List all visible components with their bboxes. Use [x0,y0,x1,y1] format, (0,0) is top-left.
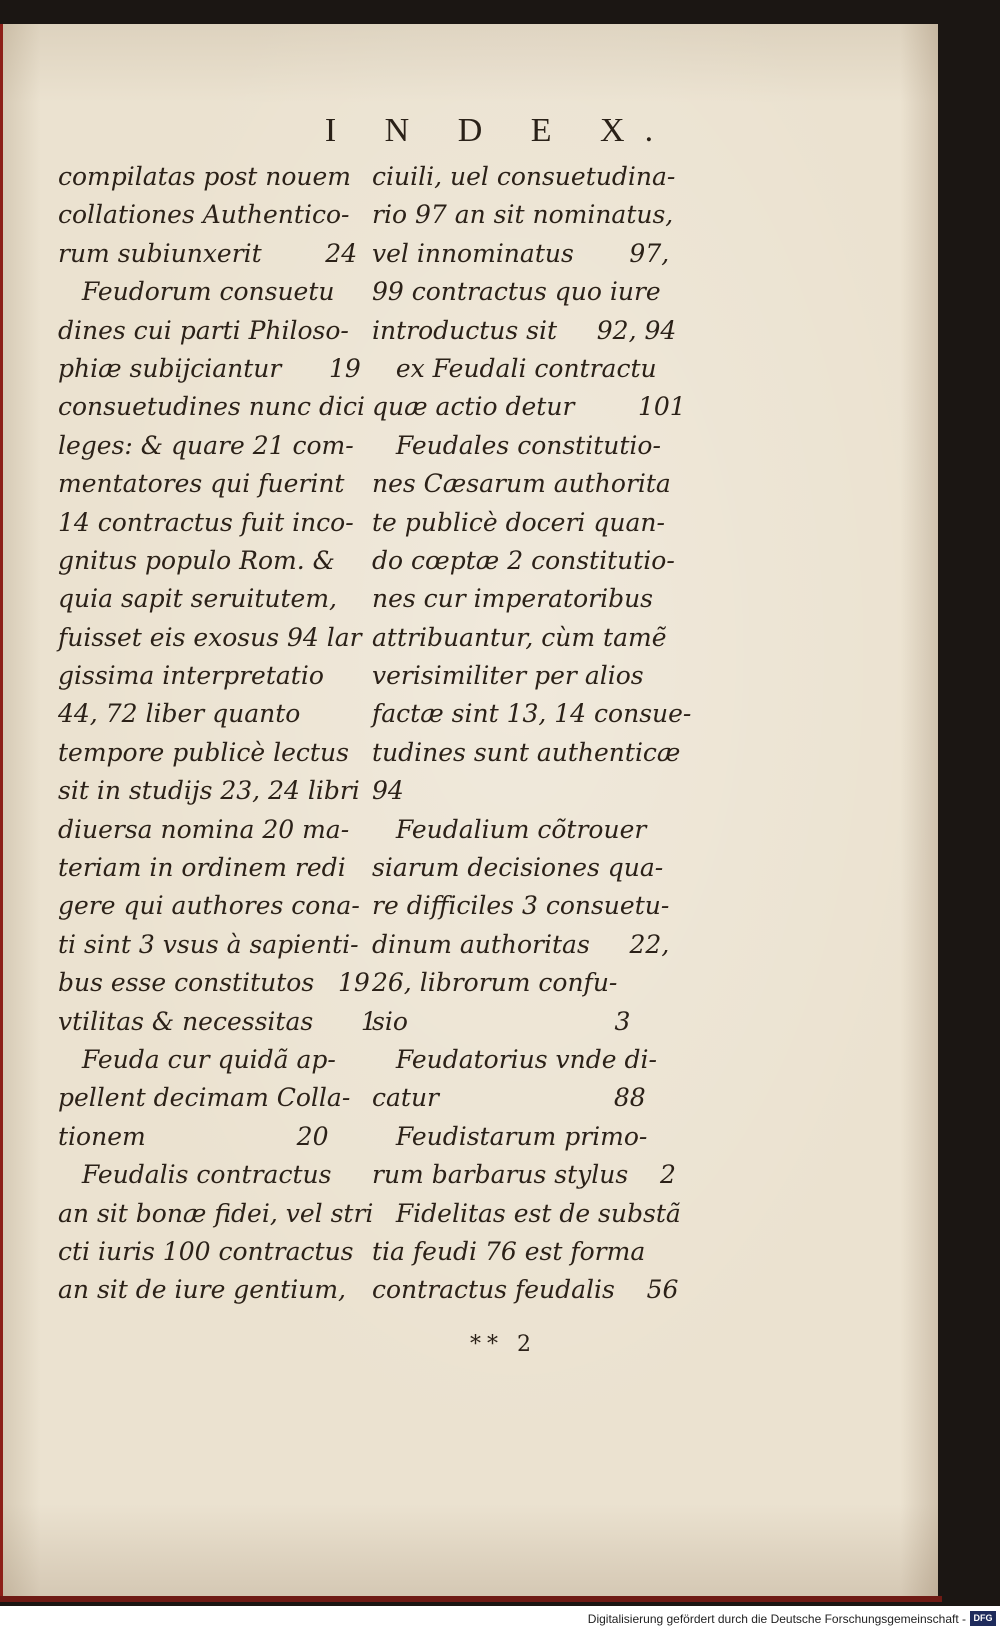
index-line: Feudales constitutio- [372,430,661,460]
page-heading: I N D E X. [324,112,674,149]
dfg-logo-icon: DFG [970,1611,996,1626]
index-line: introductus sit 92, 94 [372,315,677,345]
footer-bar [0,1606,1000,1634]
index-line: vtilitas & necessitas 1 [58,1006,377,1036]
index-line: 99 contractus quo iure [372,277,661,307]
index-line: nes cur imperatoribus [372,584,654,614]
index-line: fuisset eis exosus 94 lar [58,622,362,652]
index-line: an sit de iure gentium, [58,1275,347,1305]
index-line: an sit bonæ fidei, vel stri [58,1198,374,1228]
index-line: collationes Authentico- [58,200,350,230]
index-line: sit in studijs 23, 24 libri [58,776,360,806]
index-line: tia feudi 76 est forma [372,1236,646,1266]
index-line: verisimiliter per alios [372,661,644,691]
index-line: quæ actio detur 101 [372,392,686,422]
index-line: bus esse constitutos 19 [58,968,370,998]
index-line: tudines sunt authenticæ [372,737,681,767]
index-line: tempore publicè lectus [58,737,349,767]
index-line: factæ sint 13, 14 consue- [372,699,692,729]
index-line: te publicè doceri quan- [372,507,665,537]
index-line: Feudalis contractus [58,1160,332,1190]
left-column [58,158,377,1310]
index-line: Fidelitas est de substã [372,1198,681,1228]
index-line: gissima interpretatio [58,661,324,691]
index-line: dinum authoritas 22, [372,929,670,959]
right-column [372,158,692,1310]
index-line: 44, 72 liber quanto [58,699,301,729]
index-line: rum barbarus stylus 2 [372,1160,676,1190]
index-line: rio 97 an sit nominatus, [372,200,674,230]
index-line: Feudistarum primo- [372,1121,648,1151]
index-line: tionem 20 [58,1121,329,1151]
page-edge [0,1596,942,1602]
index-line: rum subiunxerit 24 [58,238,358,268]
index-line: re difficiles 3 consuetu- [372,891,670,921]
index-line: 14 contractus fuit inco- [58,507,354,537]
index-line: ex Feudali contractu [372,353,657,383]
index-line: leges: & quare 21 com- [58,430,354,460]
index-line: Feudalium cõtrouer [372,814,647,844]
index-line: pellent decimam Colla- [58,1083,351,1113]
index-line: Feudorum consuetu [58,277,335,307]
index-line: vel innominatus 97, [372,238,670,268]
index-line: teriam in ordinem redi [58,853,346,883]
index-line: 94 [372,776,404,806]
index-line: Feudatorius vnde di- [372,1044,657,1074]
index-line: cti iuris 100 contractus [58,1236,354,1266]
index-line: ti sint 3 vsus à sapienti- [58,929,359,959]
index-line: quia sapit seruitutem, [58,584,337,614]
index-line: gere qui authores cona- [58,891,360,921]
index-line: sio 3 [372,1006,631,1036]
index-line: mentatores qui fuerint [58,469,345,499]
index-line: 26, librorum confu- [372,968,618,998]
index-line: siarum decisiones qua- [372,853,664,883]
index-line: gnitus populo Rom. & [58,545,335,575]
index-line: catur 88 [372,1083,646,1113]
index-line: ciuili, uel consuetudina- [372,162,676,191]
index-line: dines cui parti Philoso- [58,315,349,345]
index-line: consuetudines nunc dici [58,392,365,422]
index-line: attribuantur, cùm tamẽ [372,622,667,652]
catchword: ** 2 [470,1332,537,1357]
index-line: Feuda cur quidã ap- [58,1044,336,1074]
index-line: contractus feudalis 56 [372,1275,679,1305]
index-line: phiæ subijciantur 19 [58,353,361,383]
index-line: nes Cæsarum authorita [372,469,671,499]
index-line: compilatas post nouem [58,162,352,191]
index-line: diuersa nomina 20 ma- [58,814,350,844]
footer-credit: Digitalisierung gefördert durch die Deutsche Forschungsgemeinschaft - [587,1612,966,1626]
index-line: do cœptæ 2 constitutio- [372,545,675,575]
